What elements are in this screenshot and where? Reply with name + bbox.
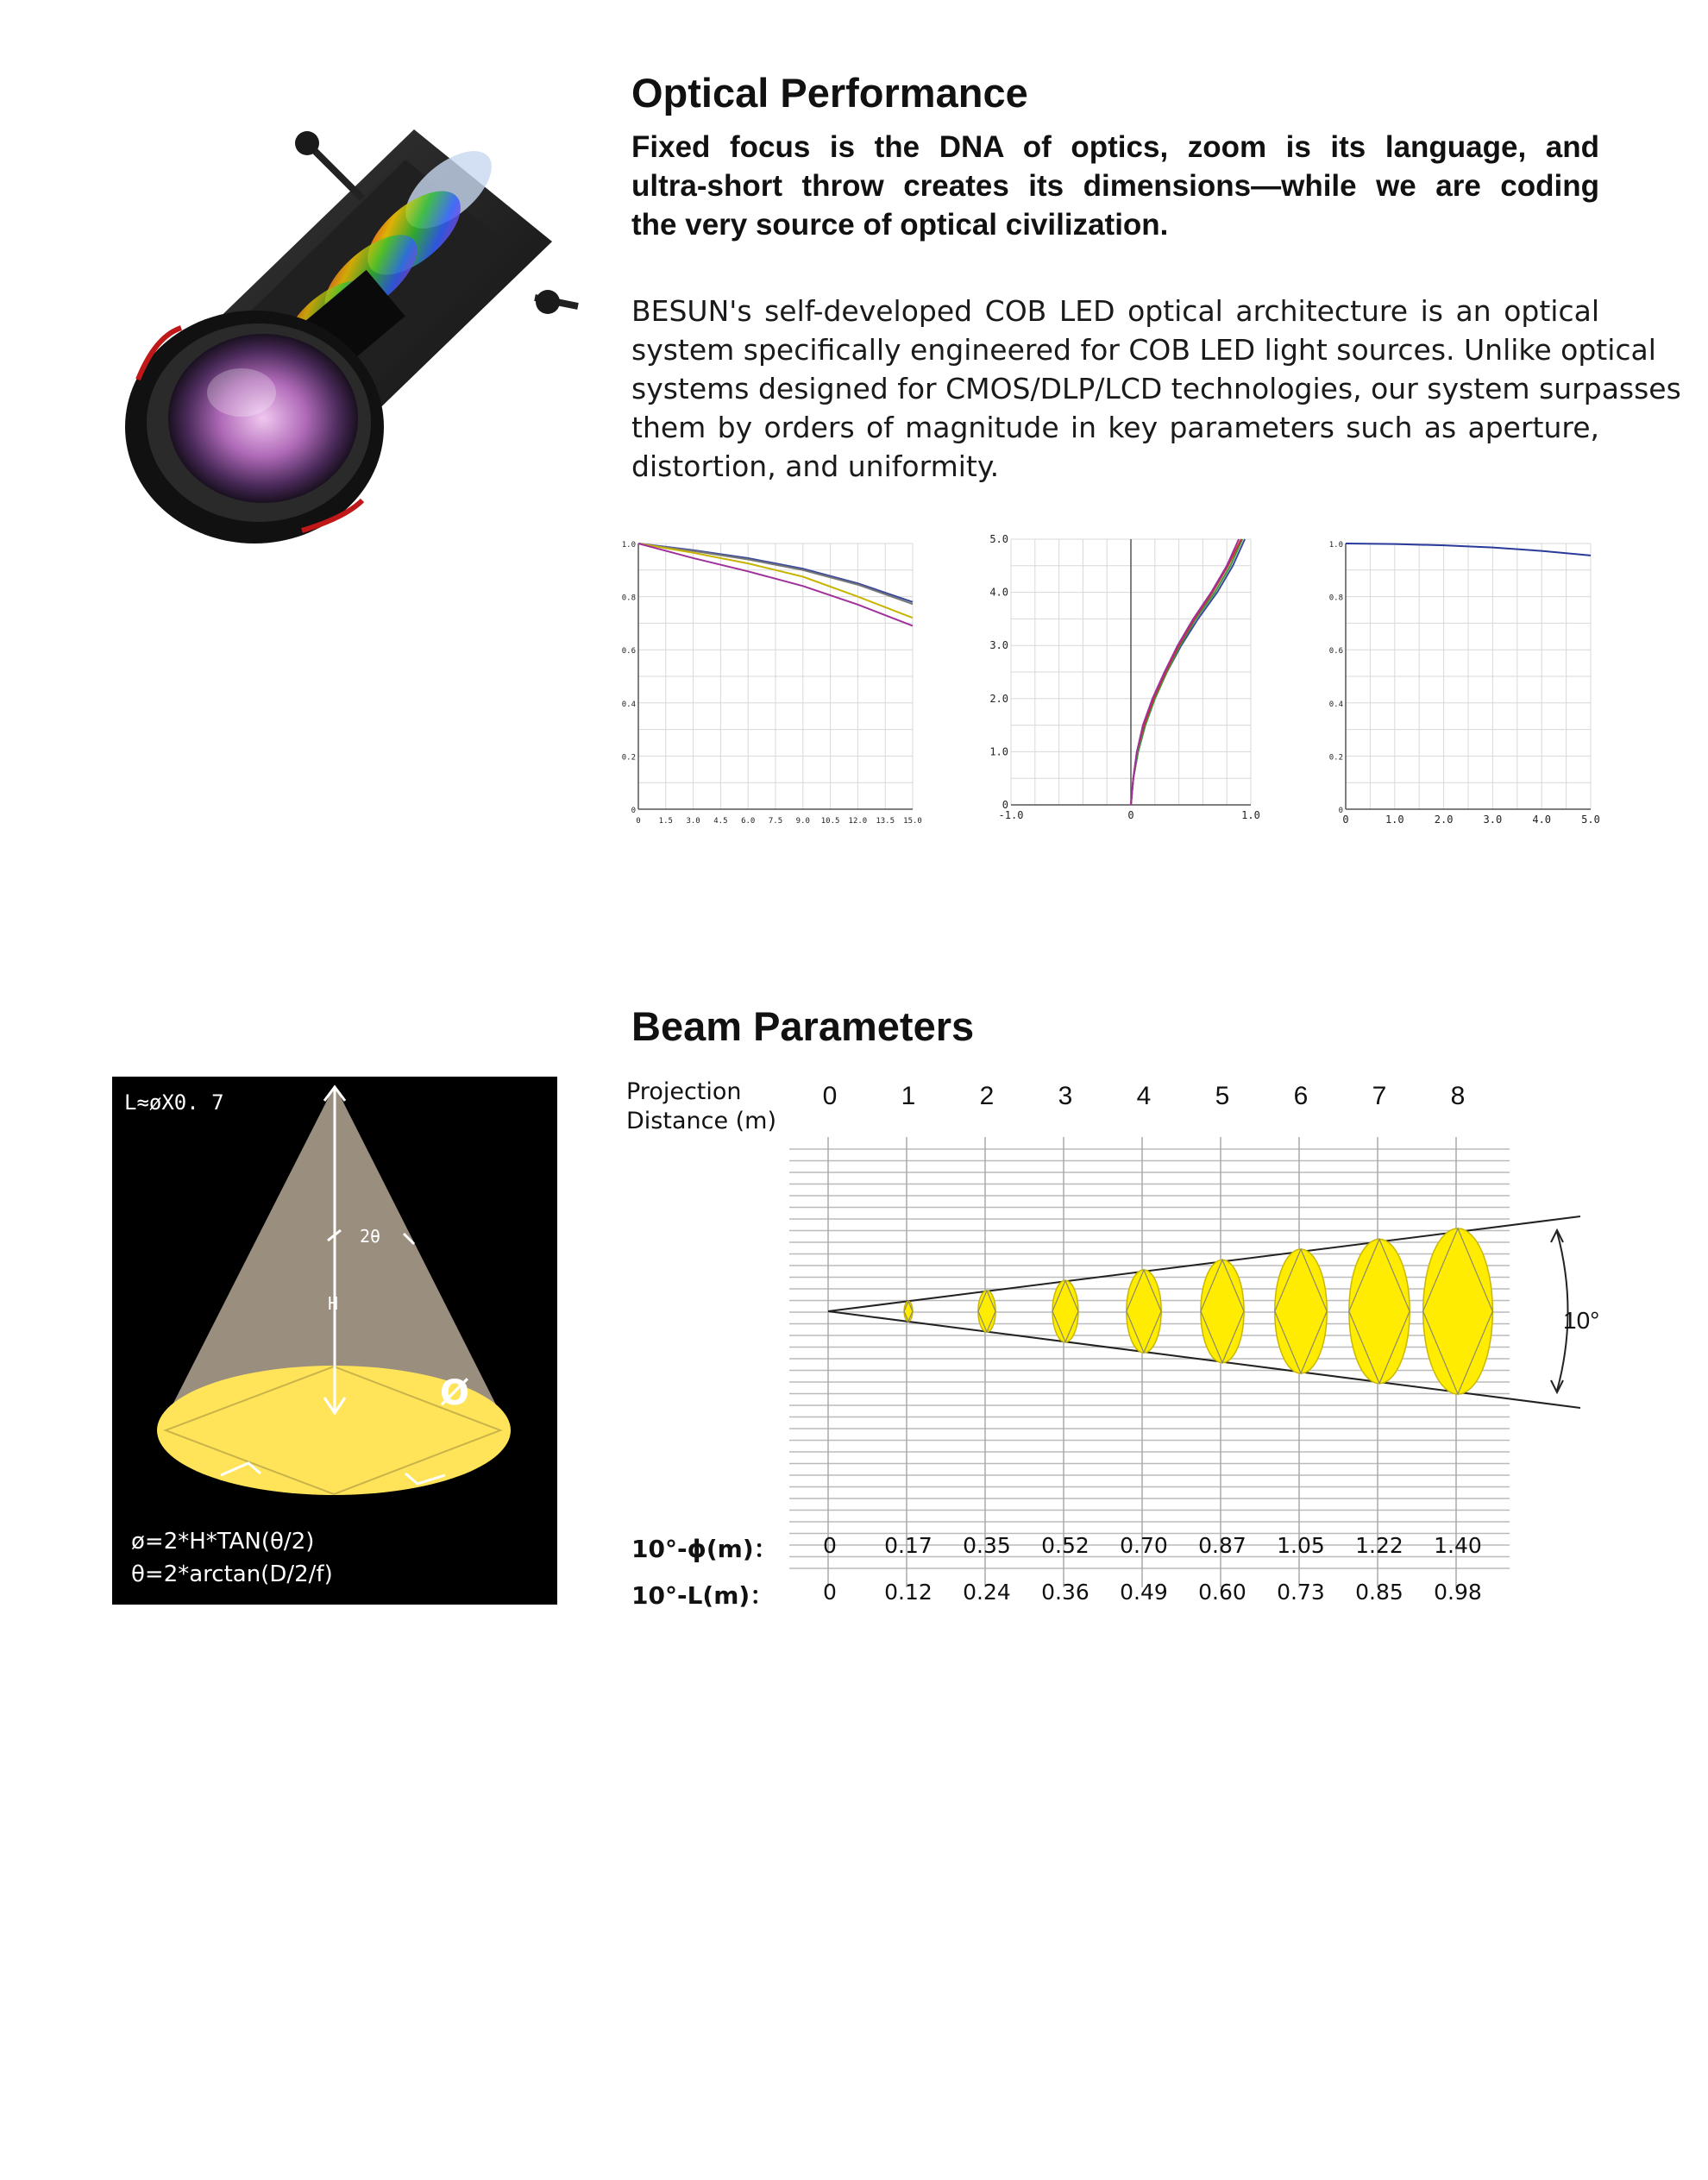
x-tick-label: 0 xyxy=(636,817,641,826)
l-row-label: 10°-L(m)： xyxy=(631,1581,775,1610)
projection-label-1: Projection xyxy=(626,1078,742,1105)
beam-spot xyxy=(1423,1228,1493,1394)
description-line-5: distortion, and uniformity. xyxy=(631,449,1000,483)
phi-value: 0.70 xyxy=(1120,1533,1168,1558)
description-line-2: system specifically engineered for COB LED light sources. Unlike optical xyxy=(631,333,1656,367)
x-tick-label: 3.0 xyxy=(686,817,700,826)
phi-value: 0.17 xyxy=(884,1533,932,1558)
angle-arc-arrow xyxy=(1551,1230,1563,1242)
distance-tick-label: 6 xyxy=(1293,1082,1309,1110)
beam-spot xyxy=(1349,1239,1410,1383)
l-value: 0.98 xyxy=(1434,1580,1482,1605)
y-tick-label: 0.4 xyxy=(1328,700,1343,709)
y-tick-label: 5.0 xyxy=(989,533,1008,545)
description-line-4: them by orders of magnitude in key parameters such as aperture, xyxy=(631,411,1599,444)
y-tick-label: 0.2 xyxy=(1328,753,1343,763)
l-value: 0.60 xyxy=(1198,1580,1246,1605)
description-line-1: BESUN's self-developed COB LED optical architecture is an optical xyxy=(631,294,1599,328)
y-tick-label: 0.4 xyxy=(621,700,636,709)
y-tick-label: 1.0 xyxy=(1328,541,1343,550)
angle-arc-arrow xyxy=(1551,1380,1563,1392)
beam-angle-label: 10° xyxy=(1563,1307,1600,1334)
distance-tick-label: 4 xyxy=(1136,1082,1152,1110)
lens-cutaway-illustration xyxy=(104,95,587,578)
x-tick-label: 3.0 xyxy=(1483,814,1503,826)
mtf-chart xyxy=(621,535,932,828)
y-tick-label: 0.8 xyxy=(621,594,636,603)
beam-spot xyxy=(1127,1270,1161,1353)
distance-tick-label: 3 xyxy=(1058,1082,1073,1110)
distance-tick-label: 5 xyxy=(1215,1082,1230,1110)
y-tick-label: 0.8 xyxy=(1328,594,1343,603)
x-tick-label: -1.0 xyxy=(998,809,1024,821)
phi-row-label: 10°-ϕ(m)： xyxy=(631,1535,778,1563)
distance-tick-label: 1 xyxy=(901,1082,916,1110)
y-tick-label: 3.0 xyxy=(989,639,1008,652)
distance-tick-label: 7 xyxy=(1372,1082,1387,1110)
y-tick-label: 0.6 xyxy=(1328,647,1343,657)
height-label: H xyxy=(328,1293,339,1314)
y-tick-label: 0 xyxy=(1002,799,1008,811)
beam-cone-diagram xyxy=(112,1077,557,1605)
l-value: 0.36 xyxy=(1041,1580,1089,1605)
distortion-chart xyxy=(983,531,1294,832)
tagline-line-2: ultra-short throw creates its dimensions—while we are coding xyxy=(631,169,1599,203)
distance-tick-label: 0 xyxy=(822,1082,838,1110)
beam-spot xyxy=(1201,1260,1244,1362)
l-value: 0.49 xyxy=(1120,1580,1168,1605)
phi-value: 0.87 xyxy=(1198,1533,1246,1558)
optical-performance-heading: Optical Performance xyxy=(631,70,1028,116)
angle-2-theta-label: 2θ xyxy=(360,1226,381,1247)
distance-tick-label: 2 xyxy=(979,1082,995,1110)
phi-value: 1.40 xyxy=(1434,1533,1482,1558)
theta-formula: θ=2*arctan(D/2/f) xyxy=(131,1561,333,1587)
x-tick-label: 1.0 xyxy=(1241,809,1260,821)
relative-illumination-chart xyxy=(1320,535,1604,828)
projection-label-2: Distance (m) xyxy=(626,1108,777,1134)
tagline-line-1: Fixed focus is the DNA of optics, zoom is its language, and xyxy=(631,130,1599,164)
l-value: 0.85 xyxy=(1355,1580,1403,1605)
x-tick-label: 1.0 xyxy=(1385,814,1404,826)
description-line-3: systems designed for CMOS/DLP/LCD technologies, our system surpasses xyxy=(631,372,1681,405)
diameter-formula: ø=2*H*TAN(θ/2) xyxy=(131,1529,315,1555)
y-tick-label: 0.2 xyxy=(621,753,636,763)
phi-value: 0.52 xyxy=(1041,1533,1089,1558)
diagram-top-formula: L≈øX0. 7 xyxy=(124,1090,224,1115)
x-tick-label: 4.0 xyxy=(1532,814,1552,826)
x-tick-label: 4.5 xyxy=(713,817,728,826)
x-tick-label: 0 xyxy=(1127,809,1134,821)
x-tick-label: 6.0 xyxy=(741,817,756,826)
l-value: 0.12 xyxy=(884,1580,932,1605)
phi-value: 1.22 xyxy=(1355,1533,1403,1558)
phi-value: 1.05 xyxy=(1277,1533,1325,1558)
y-tick-label: 4.0 xyxy=(989,586,1008,599)
x-tick-label: 9.0 xyxy=(795,817,810,826)
y-tick-label: 2.0 xyxy=(989,692,1008,705)
phi-value: 0.35 xyxy=(963,1533,1011,1558)
x-tick-label: 7.5 xyxy=(768,817,783,826)
y-tick-label: 1.0 xyxy=(989,745,1008,758)
x-tick-label: 1.5 xyxy=(658,817,673,826)
x-tick-label: 13.5 xyxy=(876,817,895,826)
x-tick-label: 15.0 xyxy=(903,817,922,826)
x-tick-label: 10.5 xyxy=(820,817,840,826)
y-tick-label: 0.6 xyxy=(621,647,636,657)
distance-tick-label: 8 xyxy=(1450,1082,1466,1110)
beam-spot xyxy=(978,1291,995,1332)
y-tick-label: 0 xyxy=(1338,807,1343,815)
beam-parameters-heading: Beam Parameters xyxy=(631,1003,975,1049)
beam-spot xyxy=(904,1301,913,1321)
y-tick-label: 1.0 xyxy=(621,541,636,550)
x-tick-label: 5.0 xyxy=(1581,814,1600,826)
y-tick-label: 0 xyxy=(631,807,636,815)
tagline-line-3: the very source of optical civilization. xyxy=(631,208,1169,242)
l-value: 0.73 xyxy=(1277,1580,1325,1605)
l-value: 0.24 xyxy=(963,1580,1011,1605)
x-tick-label: 12.0 xyxy=(848,817,868,826)
phi-value: 0 xyxy=(823,1533,837,1558)
l-value: 0 xyxy=(823,1580,837,1605)
diameter-symbol: Ø xyxy=(440,1373,470,1413)
x-tick-label: 2.0 xyxy=(1434,814,1454,826)
beam-spot xyxy=(1052,1280,1078,1341)
x-tick-label: 0 xyxy=(1342,814,1349,826)
beam-spot xyxy=(1275,1249,1327,1373)
